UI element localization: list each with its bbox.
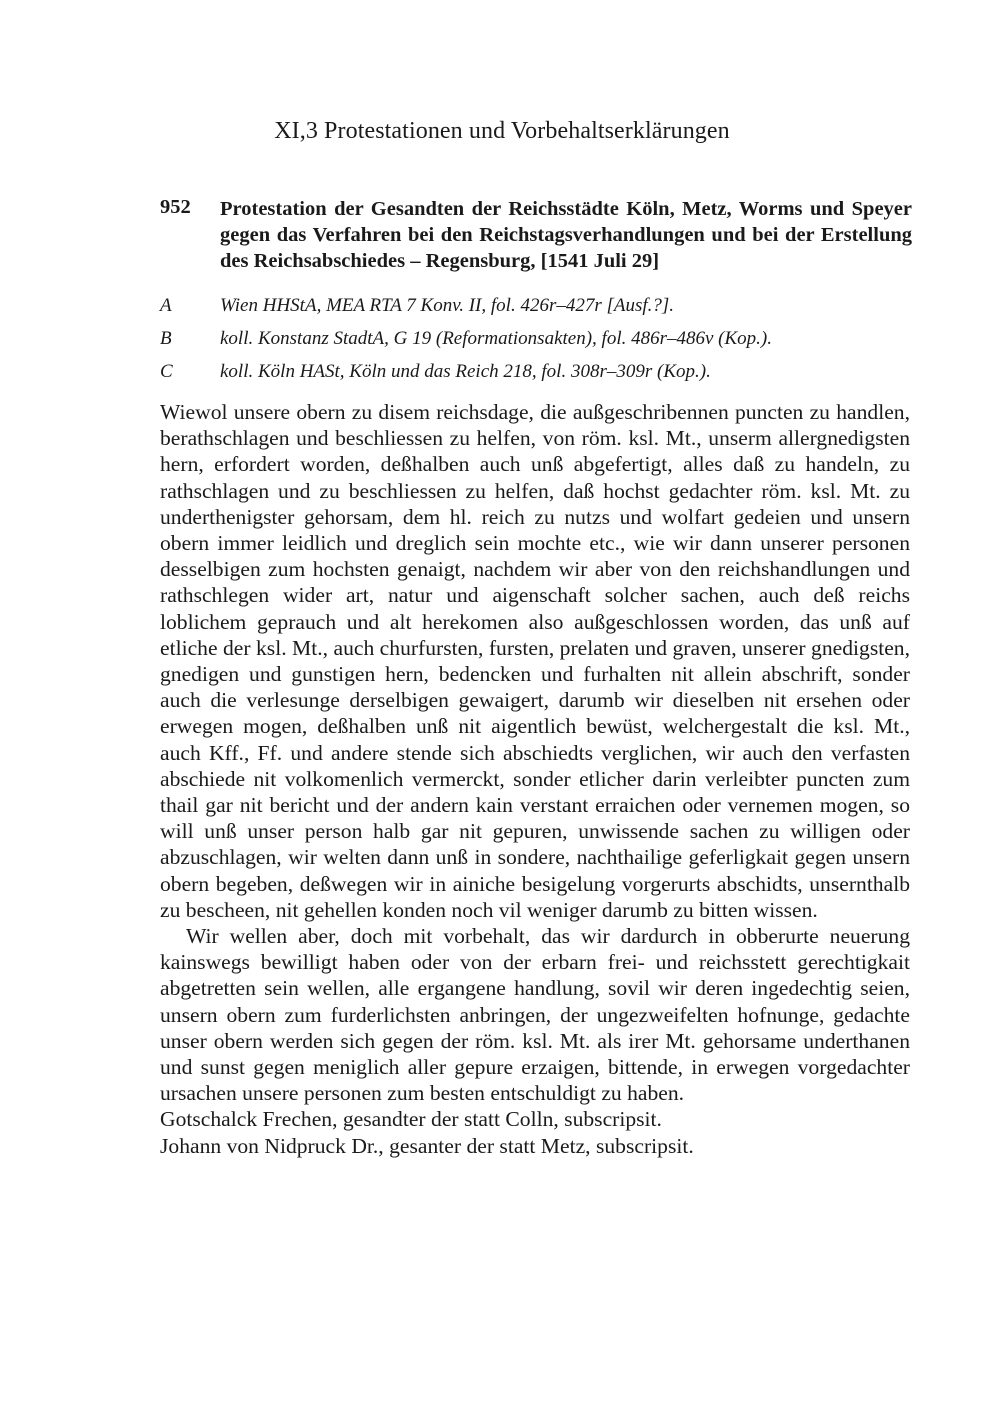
source-text: Wien HHStA, MEA RTA 7 Konv. II, fol. 426r–427r [Ausf.?]. <box>220 295 675 316</box>
source-text: koll. Köln HASt, Köln und das Reich 218, fol. 308r–309r (Kop.). <box>220 361 711 382</box>
source-sigle: A <box>160 295 172 316</box>
source-entry <box>160 325 920 358</box>
source-list <box>160 292 920 391</box>
body-paragraph: Wir wellen aber, doch mit vorbehalt, das wir dardurch in obberurte neuerung kainswegs bewilligt haben oder von der erbarn frei- und reichsstett gerechtigkait abgetretten sein wellen, alle ergangene handlung, sovil wir deren ingedechtig seien, unsern obern zum furderlichsten anbringen, der ungezweifelten hofnunge, gedachte unser obern werden sich gegen der röm. ksl. Mt. als irer Mt. gehorsame underthanen und sunst gegen meniglich aller gepure erzaigen, bittende, in erwegen vorgedachter ursachen unsere personen zum besten entschuldigt zu haben. <box>160 924 910 1106</box>
source-entry <box>160 292 920 325</box>
document-number: 952 <box>160 196 191 218</box>
document-body <box>160 399 910 1159</box>
running-heading: XI,3 Protestationen und Vorbehaltserklärungen <box>274 118 730 144</box>
source-text: koll. Konstanz StadtA, G 19 (Reformationsakten), fol. 486r–486v (Kop.). <box>220 328 773 349</box>
source-sigle: B <box>160 328 172 349</box>
signature-line: Gotschalck Frechen, gesandter der statt Colln, subscripsit. <box>160 1107 662 1132</box>
signature-line: Johann von Nidpruck Dr., gesanter der statt Metz, subscripsit. <box>160 1133 694 1158</box>
body-paragraph: Wiewol unsere obern zu disem reichsdage, die außgeschribennen puncten zu handlen, berathschlagen und beschliessen zu helfen, von röm. ksl. Mt., unserm allergnedigsten hern, erfordert worden, deßhalben auch unß abgefertigt, alles daß zu handeln, zu rathschlagen und zu beschliessen zu helfen, daß hochst gedachter röm. ksl. Mt. zu underthenigster gehorsam, dem hl. reich zu nutzs und wolfart gedeien und unsern obern immer leidlich und dreglich sein mochte etc., wie wir dann unserer personen desselbigen zum hochsten genaigt, nachdem wir aber von den reichshandlungen und rathschlegen wider art, natur und aigenschaft solcher sachen, auch deß reichs loblichem geprauch und alt herekomen also außgeschlossen worden, das unß auf etliche der ksl. Mt., auch churfursten, fursten, prelaten und graven, unserer gnedigsten, gnedigen und gunstigen hern, bedencken und furhalten nit allein abschrift, sonder auch die verlesunge derselbigen gewaigert, darumb wir dieselben nit ersehen oder erwegen mogen, deßhalben unß nit aigentlich bewüst, welchergestalt die ksl. Mt., auch Kff., Ff. und andere stende sich abschiedts verglichen, wir auch den verfasten abschiede nit volkomenlich vermerckt, sonder etlicher darin verleibter puncten zum thail gar nit bericht und der andern kain verstant erraichen oder vernemen mogen, so will unß unser person halb gar nit gepuren, unwissende sachen zu willigen oder abzuschlagen, wir welten dann unß in sondere, nachthailige geferligkait gegen unsern obern begeben, deßwegen wir in ainiche besigelung vorgerurts abschidts, unsernthalb zu bescheen, nit gehellen konden noch vil weniger darumb zu bitten wissen. <box>160 400 910 922</box>
document-header <box>160 196 912 274</box>
source-sigle: C <box>160 361 173 382</box>
source-entry <box>160 358 920 391</box>
document-title: Protestation der Gesandten der Reichsstädte Köln, Metz, Worms und Speyer gegen das Verfahren bei den Reichstagsverhandlungen und bei der Erstellung des Reichsabschiedes – Regensburg, [1541 Juli 29] <box>220 198 912 272</box>
